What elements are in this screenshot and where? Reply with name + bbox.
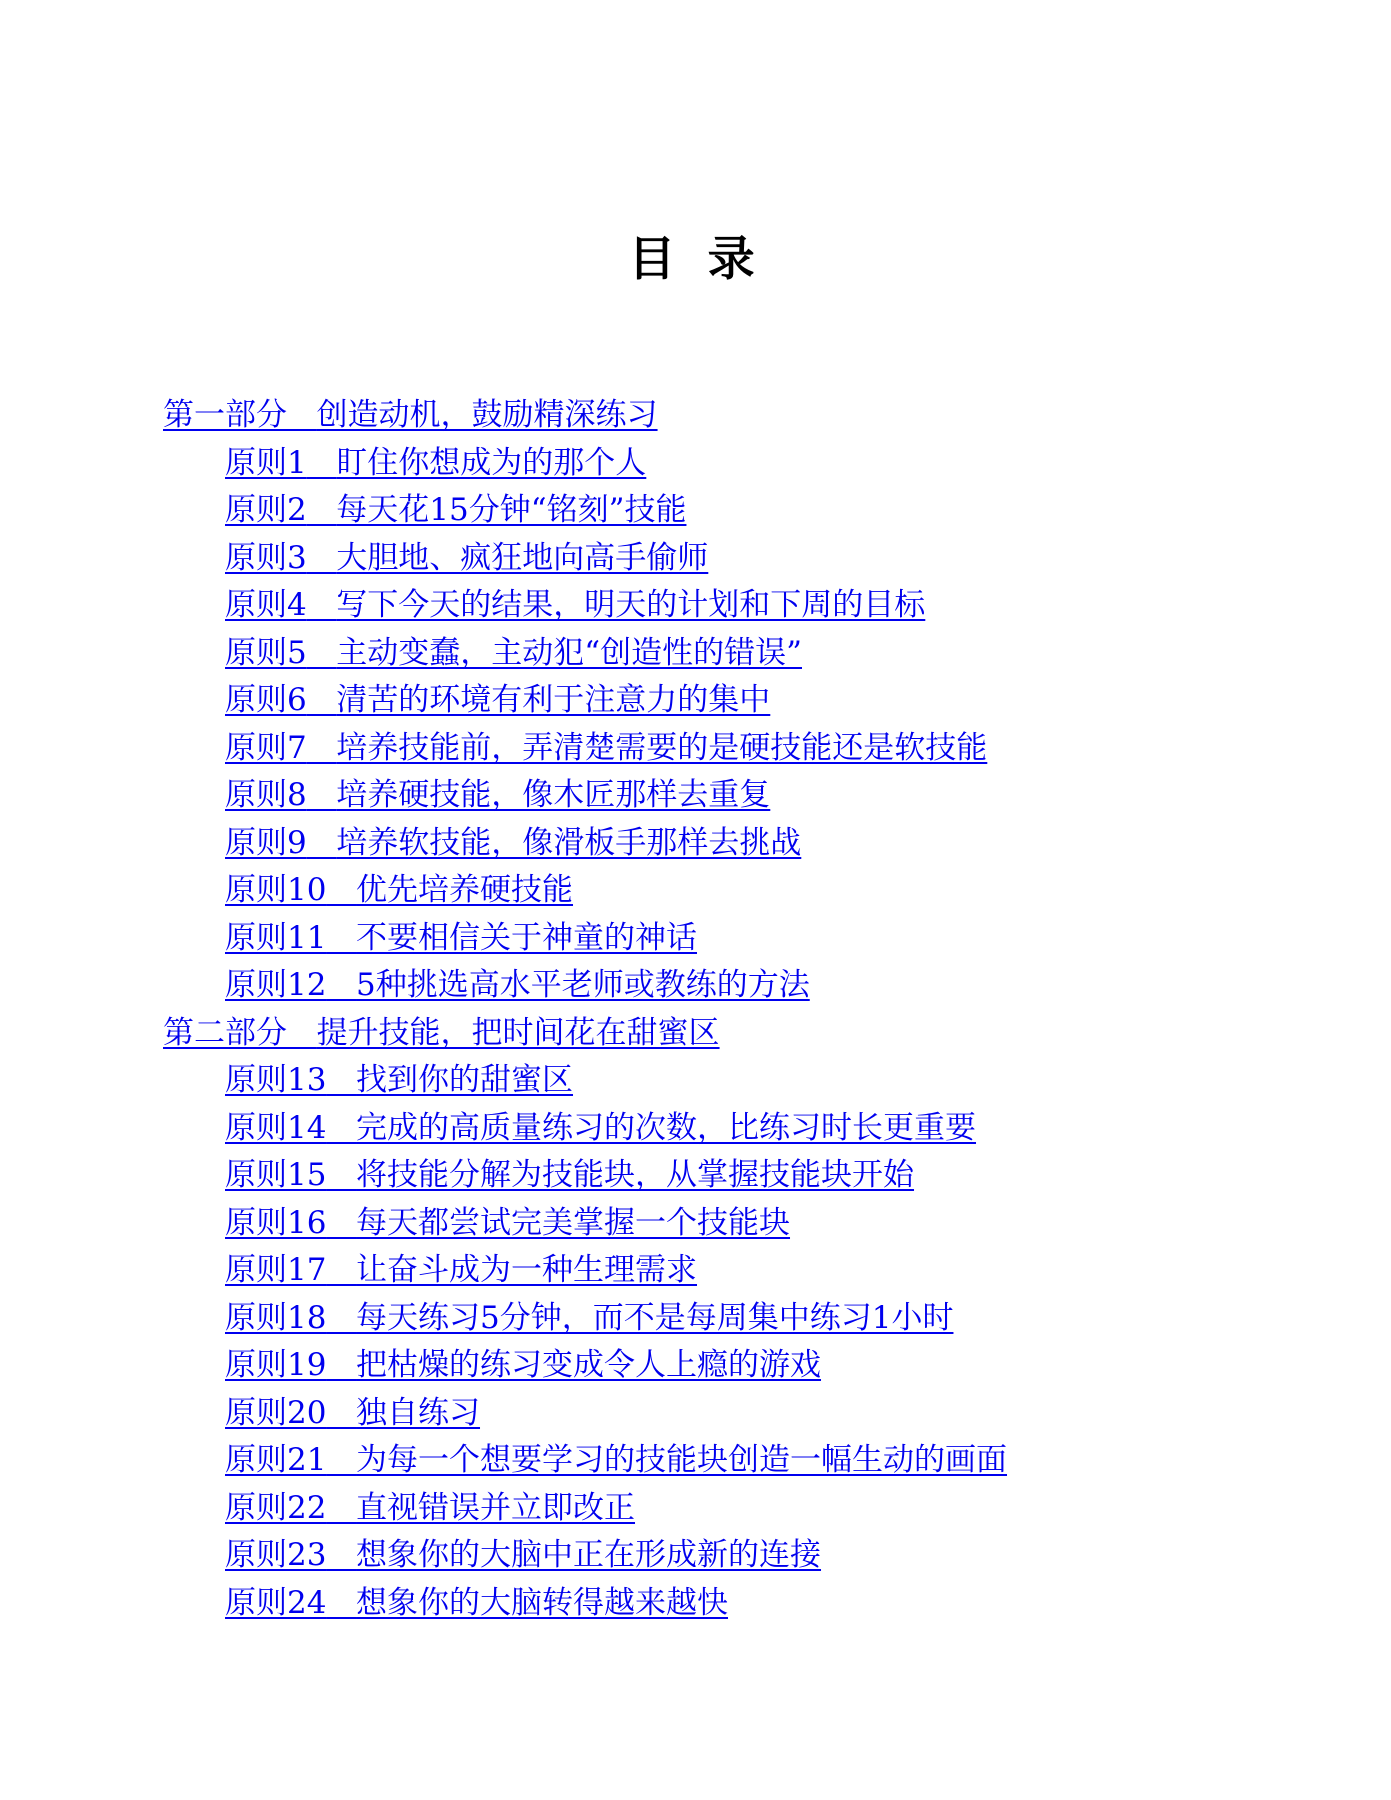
toc-entry-number: 原则24 [225,1584,327,1621]
toc-entry-number: 原则3 [225,539,307,576]
toc-entry-number: 原则13 [225,1062,327,1098]
toc-entry-number: 原则10 [225,872,327,908]
toc-entry-number: 原则11 [225,919,327,956]
toc-entry-title: 独自练习 [356,1394,481,1431]
toc-part-link[interactable] [163,1015,720,1051]
toc-chapter-link[interactable] [225,682,770,718]
toc-chapter-link[interactable] [225,1110,976,1146]
toc-part-entry [163,1010,1313,1058]
toc-chapter-link[interactable] [225,1537,821,1573]
toc-entry-title: 让奋斗成为一种生理需求 [356,1252,698,1288]
toc-chapter-entry [163,630,1313,678]
toc-entry-separator [326,1442,356,1478]
toc-entry-number: 原则4 [225,587,307,623]
toc-chapter-link[interactable] [225,1300,953,1336]
toc-chapter-entry [163,867,1313,915]
table-of-contents [163,392,1313,1627]
toc-entry-separator [307,777,337,813]
toc-chapter-link[interactable] [225,1157,914,1193]
toc-entry-number: 原则6 [225,682,307,718]
toc-chapter-link[interactable] [225,730,987,766]
toc-entry-separator [326,1395,356,1431]
toc-entry-number: 第二部分 [163,1014,287,1051]
toc-entry-separator [326,1252,356,1288]
toc-entry-separator [326,1110,356,1146]
toc-chapter-entry [163,487,1313,535]
toc-chapter-entry [163,962,1313,1010]
toc-chapter-entry [163,725,1313,773]
toc-entry-number: 原则15 [225,1157,327,1193]
page-title: 目 录 [628,232,763,287]
toc-entry-separator [326,1490,356,1526]
toc-entry-separator [307,730,337,766]
toc-chapter-link[interactable] [225,777,770,813]
toc-entry-title: 每天花15分钟“铭刻”技能 [336,492,687,528]
toc-entry-title: 提升技能，把时间花在甜蜜区 [316,1014,720,1051]
toc-entry-number: 原则22 [225,1489,327,1526]
toc-entry-title: 完成的高质量练习的次数，比练习时长更重要 [356,1109,977,1146]
toc-entry-separator [287,397,317,433]
toc-entry-number: 原则14 [225,1109,327,1146]
toc-entry-separator [326,1300,356,1336]
toc-entry-separator [326,1157,356,1193]
toc-entry-number: 原则8 [225,777,307,813]
toc-entry-title: 找到你的甜蜜区 [356,1062,574,1098]
toc-entry-separator [326,1347,356,1383]
toc-entry-number: 原则19 [225,1347,327,1383]
toc-entry-number: 原则18 [225,1299,327,1336]
toc-chapter-entry [163,1532,1313,1580]
toc-chapter-link[interactable] [225,920,697,956]
toc-entry-number: 原则20 [225,1394,327,1431]
toc-entry-title: 5种挑选高水平老师或教练的方法 [356,967,810,1003]
toc-entry-title: 创造动机，鼓励精深练习 [316,397,658,433]
toc-chapter-link[interactable] [225,1347,821,1383]
toc-entry-title: 想象你的大脑中正在形成新的连接 [356,1537,822,1573]
toc-entry-title: 清苦的环境有利于注意力的集中 [336,682,771,718]
toc-chapter-link[interactable] [225,540,708,576]
toc-chapter-entry [163,915,1313,963]
toc-chapter-entry [163,440,1313,488]
toc-entry-number: 原则9 [225,824,307,861]
toc-entry-title: 把枯燥的练习变成令人上瘾的游戏 [356,1347,822,1383]
toc-entry-number: 原则17 [225,1252,327,1288]
toc-entry-title: 为每一个想要学习的技能块创造一幅生动的画面 [356,1442,1008,1478]
toc-chapter-entry [163,1105,1313,1153]
toc-entry-title: 每天练习5分钟，而不是每周集中练习1小时 [356,1299,954,1336]
toc-chapter-entry [163,1057,1313,1105]
toc-entry-separator [326,872,356,908]
toc-entry-number: 原则5 [225,634,307,671]
toc-chapter-entry [163,1342,1313,1390]
toc-entry-number: 原则2 [225,492,307,528]
toc-chapter-entry [163,677,1313,725]
toc-chapter-link[interactable] [225,1062,573,1098]
toc-chapter-entry [163,1580,1313,1628]
toc-entry-number: 原则12 [225,967,327,1003]
toc-entry-separator [287,1015,317,1051]
toc-entry-separator [307,540,337,576]
toc-chapter-entry [163,1295,1313,1343]
toc-entry-number: 原则1 [225,444,307,481]
toc-chapter-entry [163,820,1313,868]
toc-chapter-entry [163,772,1313,820]
toc-entry-title: 主动变蠢，主动犯“创造性的错误” [336,634,802,671]
toc-part-link[interactable] [163,397,658,433]
toc-entry-title: 将技能分解为技能块，从掌握技能块开始 [356,1157,915,1193]
toc-chapter-link[interactable] [225,967,810,1003]
toc-part-entry [163,392,1313,440]
toc-entry-title: 每天都尝试完美掌握一个技能块 [356,1204,791,1241]
toc-chapter-link[interactable] [225,1585,728,1621]
toc-entry-number: 第一部分 [163,397,287,433]
toc-entry-separator [307,682,337,718]
toc-entry-separator [307,825,337,861]
toc-entry-title: 大胆地、疯狂地向高手偷师 [336,539,709,576]
toc-entry-title: 培养软技能，像滑板手那样去挑战 [336,824,802,861]
toc-entry-separator [307,492,337,528]
toc-entry-number: 原则7 [225,729,307,766]
toc-entry-number: 原则23 [225,1537,327,1573]
toc-entry-separator [307,587,337,623]
toc-chapter-link[interactable] [225,1205,790,1241]
toc-chapter-link[interactable] [225,445,646,481]
toc-chapter-entry [163,1390,1313,1438]
toc-entry-title: 培养技能前，弄清楚需要的是硬技能还是软技能 [336,729,988,766]
toc-entry-title: 培养硬技能，像木匠那样去重复 [336,777,771,813]
toc-entry-title: 不要相信关于神童的神话 [356,919,698,956]
toc-entry-separator [326,1205,356,1241]
toc-chapter-link[interactable] [225,635,802,671]
toc-entry-separator [326,920,356,956]
toc-chapter-entry [163,1437,1313,1485]
toc-chapter-entry [163,1152,1313,1200]
toc-entry-number: 原则16 [225,1204,327,1241]
toc-chapter-link[interactable] [225,1490,635,1526]
toc-entry-number: 原则21 [225,1442,327,1478]
toc-entry-separator [326,1062,356,1098]
toc-entry-separator [326,1585,356,1621]
toc-entry-separator [307,445,337,481]
toc-chapter-link[interactable] [225,492,686,528]
toc-entry-title: 写下今天的结果，明天的计划和下周的目标 [336,587,926,623]
toc-chapter-link[interactable] [225,1442,1007,1478]
toc-entry-title: 盯住你想成为的那个人 [336,444,647,481]
toc-entry-title: 优先培养硬技能 [356,872,574,908]
toc-chapter-entry [163,582,1313,630]
toc-chapter-entry [163,535,1313,583]
toc-chapter-link[interactable] [225,872,573,908]
toc-chapter-link[interactable] [225,587,925,623]
toc-chapter-link[interactable] [225,825,801,861]
toc-entry-title: 直视错误并立即改正 [356,1489,636,1526]
toc-chapter-entry [163,1200,1313,1248]
toc-entry-separator [326,967,356,1003]
toc-entry-separator [326,1537,356,1573]
toc-chapter-link[interactable] [225,1395,480,1431]
toc-chapter-entry [163,1247,1313,1295]
toc-entry-separator [307,635,337,671]
toc-entry-title: 想象你的大脑转得越来越快 [356,1584,729,1621]
toc-chapter-entry [163,1485,1313,1533]
toc-chapter-link[interactable] [225,1252,697,1288]
